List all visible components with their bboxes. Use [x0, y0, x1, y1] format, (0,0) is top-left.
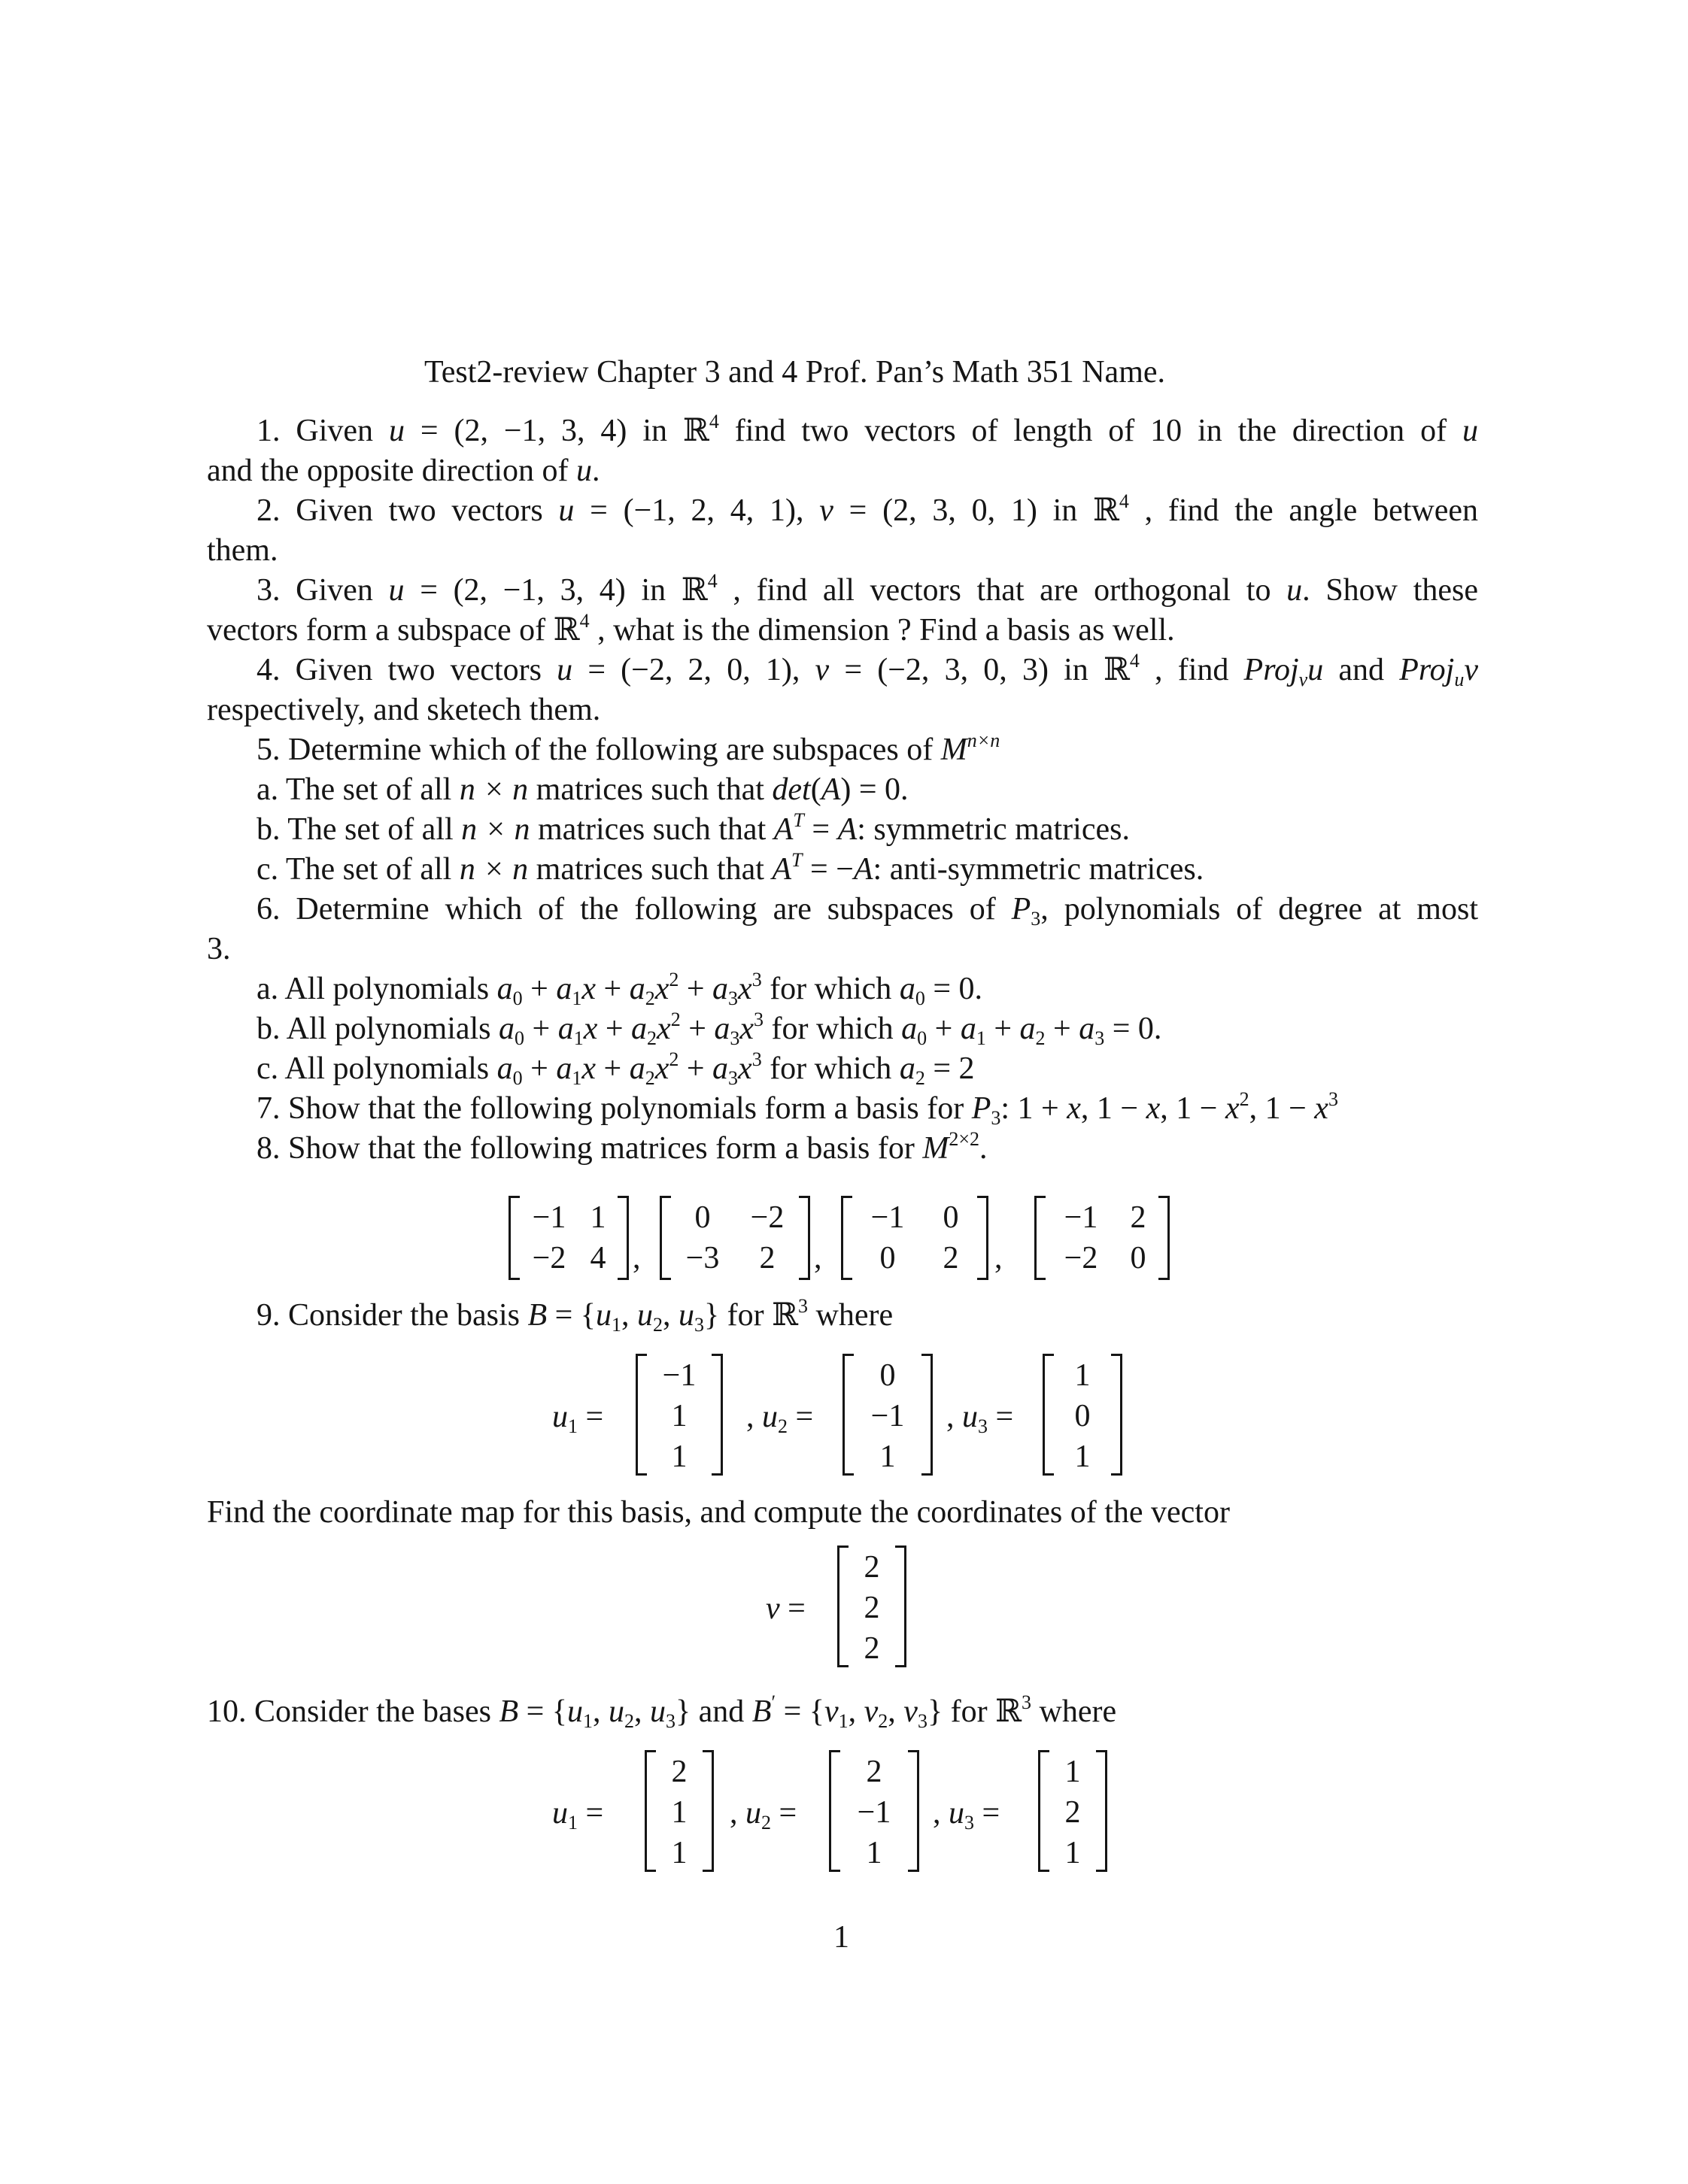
question-5a: a. The set of all n × n matrices such that det(A) = 0. — [257, 772, 909, 807]
q10-vector-u1: 2 1 1 — [645, 1750, 714, 1872]
u1-label: $u_1$ = — [552, 1400, 604, 1437]
question-4-line-2: respectively, and sketech them. — [207, 693, 601, 727]
matrix-comma: , — [633, 1241, 641, 1276]
matrix-2: 0 −2 −3 2 — [660, 1196, 810, 1280]
matrix-comma: , — [994, 1241, 1003, 1276]
question-6c: c. All polynomials $a_0 + a_1x + a_2x^2 + a_3x^3$ for which $a_2 = 2$ — [257, 1048, 975, 1089]
question-3-line-2: vectors form a subspace of ℝ$^4$ , what is the dimension ? Find a basis as well. — [207, 610, 1175, 648]
question-8: 8. Show that the following matrices form a basis for $M^{2\times 2}$. — [257, 1128, 988, 1166]
question-9-find: Find the coordinate map for this basis, and compute the coordinates of the vector — [207, 1495, 1230, 1530]
q10-u2-label: , $u_2$ = — [730, 1796, 797, 1834]
q10-vector-u3: 1 2 1 — [1038, 1750, 1107, 1872]
q10-u3-label: , $u_3$ = — [933, 1796, 1000, 1834]
question-5b: b. The set of all n × n matrices such that $A^T = A$: symmetric matrices. — [257, 809, 1130, 847]
question-2-line-1: 2. Given two vectors u = (−1, 2, 4, 1), v = (2, 3, 0, 1) in ℝ$^4$ , find the angle between — [257, 490, 1478, 528]
question-1-line-2: and the opposite direction of u. — [207, 453, 600, 488]
vector-u3: 1 0 1 — [1043, 1354, 1122, 1476]
question-6a: a. All polynomials $a_0 + a_1x + a_2x^2 + a_3x^3$ for which $a_0 = 0$. — [257, 969, 982, 1009]
question-4-line-1: 4. Given two vectors u = (−2, 2, 0, 1), v = (−2, 3, 0, 3) in ℝ$^4$ , find Proj$_v$u and Proj$_u$v — [257, 650, 1478, 690]
vector-v: 2 2 2 — [837, 1545, 906, 1667]
question-6-line-2: 3. — [207, 932, 231, 966]
question-6b: b. All polynomials $a_0 + a_1x + a_2x^2 + a_3x^3$ for which $a_0 + a_1 + a_2 + a_3 = 0$. — [257, 1009, 1162, 1049]
question-1-line-1: 1. Given u = (2, −1, 3, 4) in ℝ$^4$ find two vectors of length of 10 in the direction of u — [257, 411, 1478, 448]
question-7: 7. Show that the following polynomials form a basis for $P_3$: 1 + x, 1 − x, $1 - x^2$, $1 - x^3$ — [257, 1088, 1338, 1129]
question-9: 9. Consider the basis $B = \{u_1$, $u_2$, $u_3$} for ℝ$^3$ where — [257, 1295, 894, 1336]
question-6-line-1: 6. Determine which of the following are subspaces of $P_3$, polynomials of degree at most — [257, 892, 1478, 930]
question-10: 10. Consider the bases $B = \{u_1$, $u_2$, $u_3$} and $B' = \{v_1$, $v_2$, $v_3$} for ℝ$^3$ where — [207, 1691, 1117, 1732]
matrix-1: −1 1 −2 4 — [509, 1196, 629, 1280]
matrix-comma: , — [814, 1241, 822, 1276]
question-5c: c. The set of all n × n matrices such that $A^T = -A$: anti-symmetric matrices. — [257, 849, 1204, 887]
u2-label: , $u_2$ = — [746, 1400, 814, 1437]
q10-u1-label: $u_1$ = — [552, 1796, 604, 1834]
question-3-line-1: 3. Given u = (2, −1, 3, 4) in ℝ$^4$ , find all vectors that are orthogonal to u. Show these — [257, 570, 1478, 608]
question-5: 5. Determine which of the following are subspaces of $M^{n\times n}$ — [257, 730, 1000, 767]
page-number: 1 — [833, 1920, 849, 1955]
q10-vector-u2: 2 −1 1 — [829, 1750, 919, 1872]
vector-u2: 0 −1 1 — [842, 1354, 933, 1476]
vector-u1: −1 1 1 — [636, 1354, 723, 1476]
u3-label: , $u_3$ = — [946, 1400, 1014, 1437]
matrix-4: −1 2 −2 0 — [1034, 1196, 1170, 1280]
page-title: Test2-review Chapter 3 and 4 Prof. Pan’s Math 351 Name. — [424, 355, 1166, 390]
matrix-3: −1 0 0 2 — [841, 1196, 988, 1280]
v-label: v = — [766, 1591, 806, 1626]
question-2-line-2: them. — [207, 533, 278, 568]
